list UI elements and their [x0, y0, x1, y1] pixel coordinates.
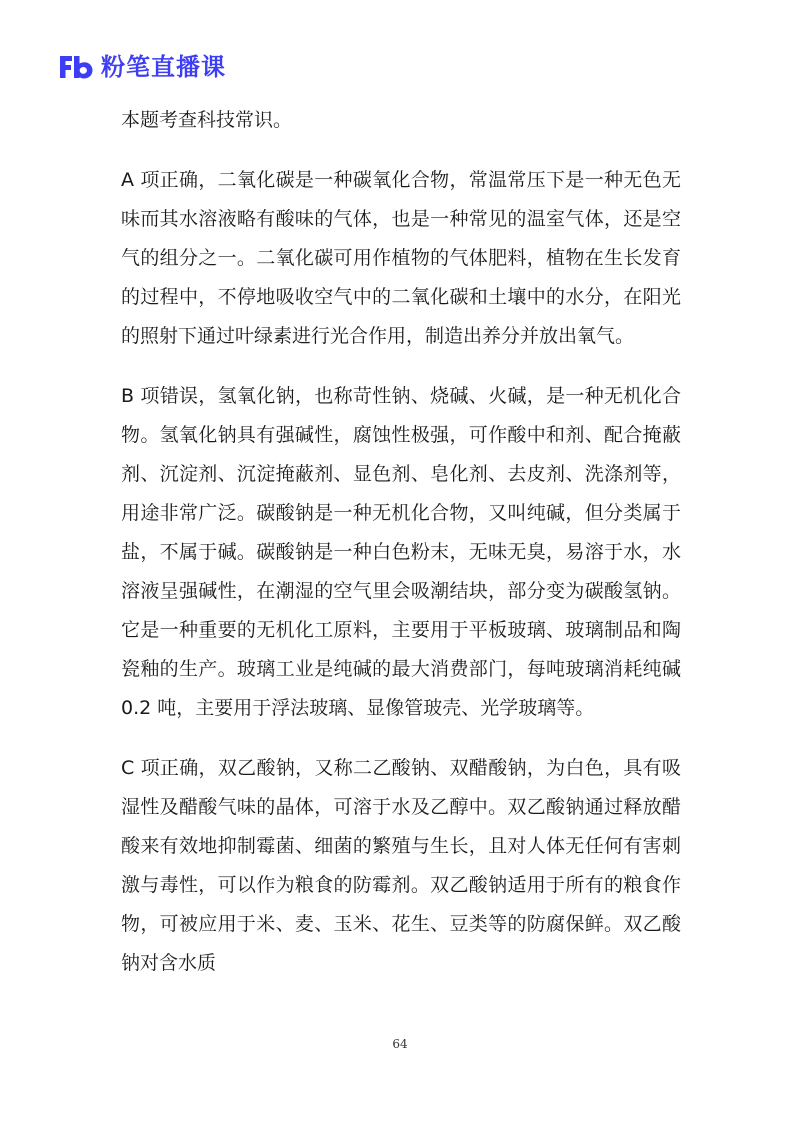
option-b-paragraph: B 项错误，氢氧化钠，也称苛性钠、烧碱、火碱，是一种无机化合物。氢氧化钠具有强碱性，腐蚀性极强，可作酸中和剂、配合掩蔽剂、沉淀剂、沉淀掩蔽剂、显色剂、皂化剂、去皮剂、洗涤剂等，用途非常广泛。碳酸钠是一种无机化合物，又叫纯碱，但分类属于盐，不属于碱。碳酸钠是一种白色粉末，无味无臭，易溶于水，水溶液呈强碱性，在潮湿的空气里会吸潮结块，部分变为碳酸氢钠。它是一种重要的无机化工原料，主要用于平板玻璃、玻璃制品和陶瓷釉的生产。玻璃工业是纯碱的最大消费部门，每吨玻璃消耗纯碱 0.2 吨，主要用于浮法玻璃、显像管玻壳、光学玻璃等。: [121, 385, 681, 719]
page-number: 64: [392, 1037, 408, 1051]
fb-logo-icon: [57, 52, 95, 82]
option-c-paragraph: C 项正确，双乙酸钠，又称二乙酸钠、双醋酸钠，为白色，具有吸湿性及醋酸气味的晶体，可溶于水及乙醇中。双乙酸钠通过释放醋酸来有效地抑制霉菌、细菌的繁殖与生长，且对人体无任何有害刺激与毒性，可以作为粮食的防霉剂。双乙酸钠适用于所有的粮食作物，可被应用于米、麦、玉米、花生、豆类等的防腐保鲜。双乙酸钠对含水质: [121, 757, 681, 974]
document-body: [121, 101, 681, 983]
brand-name: 粉笔直播课: [101, 53, 226, 81]
intro-paragraph: 本题考查科技常识。: [121, 109, 293, 131]
option-a-paragraph: A 项正确，二氧化碳是一种碳氧化合物，常温常压下是一种无色无味而其水溶液略有酸味的气体，也是一种常见的温室气体，还是空气的组分之一。二氧化碳可用作植物的气体肥料，植物在生长发育的过程中，不停地吸收空气中的二氧化碳和土壤中的水分，在阳光的照射下通过叶绿素进行光合作用，制造出养分并放出氧气。: [121, 169, 681, 347]
page-header: [57, 50, 226, 84]
